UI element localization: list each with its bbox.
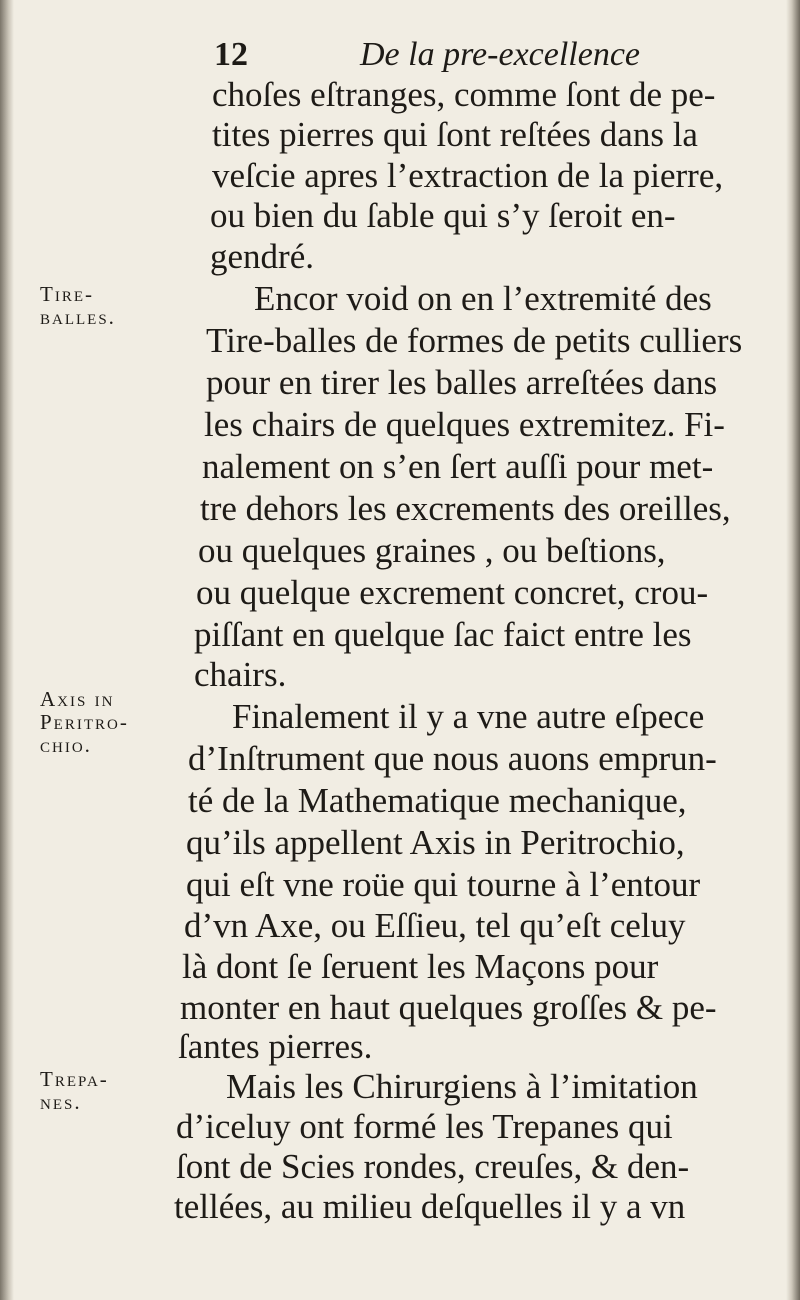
page-number: 12 — [214, 36, 248, 73]
text-line: qui eſt vne roüe qui tourne à l’entour — [186, 865, 701, 904]
text-line: tites pierres qui ſont reſtées dans la — [212, 115, 698, 154]
text-line: té de la Mathematique mechanique, — [188, 781, 687, 820]
text-line: Finalement il y a vne autre eſpece — [232, 697, 705, 736]
text-line: veſcie apres l’extraction de la pierre, — [212, 156, 724, 195]
text-line: là dont ſe ſeruent les Maçons pour — [182, 947, 659, 986]
text-line: monter en haut quelques groſſes & pe- — [180, 988, 717, 1027]
margin-note-line: Tire- — [40, 282, 94, 306]
text-line: Encor void on en l’extremité des — [254, 279, 712, 318]
text-line: tre dehors les excrements des oreilles, — [200, 489, 731, 528]
margin-note-line: Trepa- — [40, 1067, 109, 1091]
text-line: gendré. — [210, 237, 314, 276]
page-header — [0, 36, 800, 76]
margin-note-line: chio. — [40, 733, 92, 757]
body-text — [0, 76, 800, 1276]
text-line: nalement on s’en ſert auſſi pour met- — [202, 447, 714, 486]
text-line: piſſant en quelque ſac faict entre les — [194, 615, 692, 654]
text-line: d’iceluy ont formé les Trepanes qui — [176, 1107, 673, 1146]
text-line: ou quelques graines , ou beſtions, — [198, 531, 666, 570]
text-line: Mais les Chirurgiens à l’imitation — [226, 1067, 698, 1106]
running-title: De la pre-excellence — [360, 36, 641, 73]
text-line: ou quelque excrement concret, crou- — [196, 573, 709, 612]
margin-note-line: nes. — [40, 1090, 82, 1114]
margin-note-line: Axis in — [40, 687, 115, 711]
margin-note-line: balles. — [40, 305, 116, 329]
text-line: pour en tirer les balles arreſtées dans — [206, 363, 718, 402]
text-line: chairs. — [194, 655, 287, 694]
text-line: ou bien du ſable qui s’y ſeroit en- — [210, 196, 676, 235]
text-line: Tire-balles de formes de petits culliers — [206, 321, 743, 360]
margin-note-line: Peritro- — [40, 710, 129, 734]
text-line: d’vn Axe, ou Eſſieu, tel qu’eſt celuy — [184, 906, 686, 945]
text-line: ſantes pierres. — [178, 1027, 373, 1066]
text-line: les chairs de quelques extremitez. Fi- — [204, 405, 725, 444]
text-line: tellées, au milieu deſquelles il y a vn — [174, 1187, 686, 1226]
text-line: qu’ils appellent Axis in Peritrochio, — [186, 823, 685, 862]
text-line: choſes eſtranges, comme ſont de pe- — [212, 75, 716, 114]
text-line: d’Inſtrument que nous auons emprun- — [188, 739, 717, 778]
text-line: ſont de Scies rondes, creuſes, & den- — [176, 1147, 690, 1186]
